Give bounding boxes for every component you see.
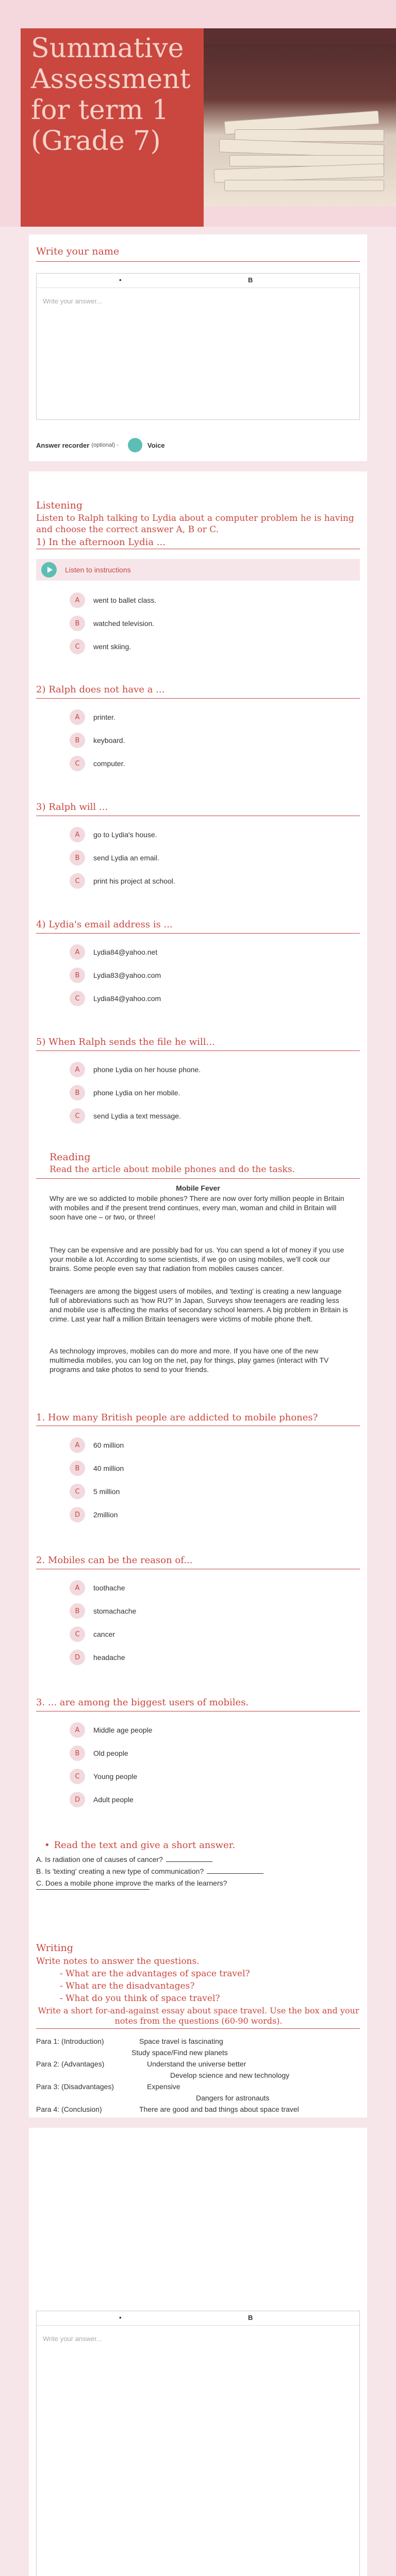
option-text: phone Lydia on her mobile. xyxy=(93,1089,180,1097)
reading-q1: 1. How many British people are addicted to mobile phones? xyxy=(36,1412,318,1423)
option[interactable] xyxy=(70,733,125,748)
writing-answer-card xyxy=(29,2128,367,2576)
option[interactable] xyxy=(70,968,161,983)
option-letter: C xyxy=(70,1108,85,1124)
short-question-text: A. Is radiation one of causes of cancer? xyxy=(36,1855,163,1863)
option-text: Young people xyxy=(93,1772,138,1781)
plan-text: Expensive xyxy=(147,2082,180,2091)
short-question-a xyxy=(36,1855,212,1864)
option-letter: A xyxy=(70,709,85,725)
writing-question: - What do you think of space travel? xyxy=(60,1993,220,2004)
option[interactable] xyxy=(70,1603,136,1619)
option-text: printer. xyxy=(93,713,116,721)
audio-player[interactable] xyxy=(36,559,360,581)
option-text: Middle age people xyxy=(93,1726,153,1734)
name-input[interactable]: Write your answer... xyxy=(43,297,102,305)
bold-tool[interactable]: B xyxy=(248,2314,253,2321)
option[interactable] xyxy=(70,1769,137,1784)
option[interactable] xyxy=(70,1580,125,1596)
plan-text: Develop science and new technology xyxy=(170,2071,290,2079)
article-paragraph: As technology improves, mobiles can do more and more. If you have one of the new multimedia mobiles, you can log on the net, pay for things, play games (interact with TV programs and take photos to send to your friends. xyxy=(50,1347,329,1374)
option-letter: C xyxy=(70,991,85,1006)
option[interactable] xyxy=(70,1626,115,1642)
option-letter: B xyxy=(70,1085,85,1100)
article-paragraph: Teenagers are among the biggest users of mobiles, and 'texting' is creating a new language full of abbreviations such as 'how RU?' In Japan, Surveys show teenagers are reading less and mobile use is affecting the marks of secondary school learners. A big problem in Britain is crime. Last year half a million Britain teenagers were victims of mobile phone theft. xyxy=(50,1287,348,1323)
option[interactable] xyxy=(70,709,116,725)
option-text: headache xyxy=(93,1653,125,1662)
option-letter: B xyxy=(70,968,85,983)
plan-text: Dangers for astronauts xyxy=(196,2094,270,2102)
option[interactable] xyxy=(70,827,157,842)
option[interactable] xyxy=(70,873,175,889)
option-letter: A xyxy=(70,1062,85,1077)
option-letter: C xyxy=(70,756,85,771)
plan-text: Understand the universe better xyxy=(147,2060,246,2068)
name-card xyxy=(29,234,367,461)
option-letter: C xyxy=(70,873,85,889)
option-letter: B xyxy=(70,616,85,631)
option-text: went to ballet class. xyxy=(93,596,157,604)
option-letter: D xyxy=(70,1650,85,1665)
voice-label[interactable]: Voice xyxy=(147,441,165,449)
listening-card xyxy=(29,471,367,1239)
option-letter: A xyxy=(70,827,85,842)
page-title: Summative Assessment for term 1 (Grade 7) xyxy=(31,33,191,157)
option-text: cancer xyxy=(93,1630,116,1638)
header-banner xyxy=(0,0,396,227)
plan-para-2b xyxy=(36,2071,289,2080)
name-label: Write your name xyxy=(36,246,360,262)
option-text: went skiing. xyxy=(93,642,131,651)
option-letter: A xyxy=(70,592,85,608)
header-dark-strip xyxy=(204,28,396,44)
reading-card xyxy=(29,1239,367,2117)
option-text: Lydia84@yahoo.net xyxy=(93,948,158,956)
option[interactable] xyxy=(70,1085,180,1100)
answer-recorder xyxy=(36,438,165,452)
option[interactable] xyxy=(70,756,125,771)
short-question-text: C. Does a mobile phone improve the marks of the learners? xyxy=(36,1879,227,1887)
option[interactable] xyxy=(70,639,131,654)
editor-toolbar xyxy=(37,274,359,288)
plan-text: There are good and bad things about space travel xyxy=(139,2105,299,2113)
writing-question: - What are the advantages of space travel? xyxy=(60,1969,250,1979)
plan-label: Para 4: (Conclusion) xyxy=(36,2105,102,2113)
article-paragraph: Why are we so addicted to mobile phones? There are now over forty million people in Britain with mobiles and if the present trend continues, every man, woman and child in Britain will soon have one – or two, or three! xyxy=(50,1194,344,1221)
option-text: computer. xyxy=(93,759,125,768)
option-letter: B xyxy=(70,1745,85,1761)
plan-label: Para 3: (Disadvantages) xyxy=(36,2082,114,2091)
option[interactable] xyxy=(70,616,154,631)
reading-instructions: Read the article about mobile phones and do the tasks. xyxy=(50,1164,295,1175)
answer-blank[interactable] xyxy=(207,1873,263,1874)
listening-instructions: Listen to Ralph talking to Lydia about a computer problem he is having and choose the correct answer A, B or C. xyxy=(36,513,354,535)
option-letter: A xyxy=(70,1437,85,1453)
option-letter: C xyxy=(70,639,85,654)
option-text: Lydia83@yahoo.com xyxy=(93,971,161,979)
voice-record-icon[interactable] xyxy=(128,438,142,452)
name-answer-box[interactable] xyxy=(36,273,360,420)
option-text: Adult people xyxy=(93,1795,134,1804)
listening-q2: 2) Ralph does not have a ... xyxy=(36,684,165,695)
option-text: 5 million xyxy=(93,1487,120,1496)
option-letter: B xyxy=(70,1603,85,1619)
essay-answer-box[interactable] xyxy=(36,2311,360,2576)
option[interactable] xyxy=(70,1461,124,1476)
listening-q5: 5) When Ralph sends the file he will... xyxy=(36,1037,215,1047)
short-question-text: B. Is 'texting' creating a new type of communication? xyxy=(36,1867,204,1875)
writing-question: - What are the disadvantages? xyxy=(60,1981,195,1991)
writing-instructions: Write notes to answer the questions. xyxy=(36,1956,200,1967)
article-title: Mobile Fever xyxy=(176,1184,220,1192)
writing-heading: Writing xyxy=(36,1942,73,1954)
option-letter: A xyxy=(70,1722,85,1738)
reading-heading: Reading xyxy=(50,1151,91,1163)
option-letter: A xyxy=(70,944,85,960)
play-icon[interactable] xyxy=(41,562,57,578)
plan-para-1b xyxy=(36,2048,228,2057)
recorder-optional: (optional) - xyxy=(91,442,119,448)
reading-q3: 3. ... are among the biggest users of mobiles. xyxy=(36,1697,249,1708)
option-text: send Lydia an email. xyxy=(93,854,159,862)
option-text: stomachache xyxy=(93,1607,137,1615)
option-letter: C xyxy=(70,1626,85,1642)
option-text: print his project at school. xyxy=(93,877,175,885)
option[interactable] xyxy=(70,1745,128,1761)
books-image xyxy=(204,28,396,206)
option[interactable] xyxy=(70,1507,118,1522)
option-text: Lydia84@yahoo.com xyxy=(93,994,161,1003)
plan-para-3b xyxy=(36,2093,269,2103)
option-letter: C xyxy=(70,1484,85,1499)
option-text: 60 million xyxy=(93,1441,124,1449)
option-letter: B xyxy=(70,850,85,866)
reading-q2: 2. Mobiles can be the reason of... xyxy=(36,1555,193,1566)
plan-text: Study space/Find new planets xyxy=(131,2048,228,2057)
article-paragraph: They can be expensive and are possibly bad for us. You can spend a lot of money if you use your mobile a lot. According to some scientists, if we go on using mobiles, we'll cook our brains. Some people even say that radiation from mobiles causes cancer. xyxy=(50,1246,344,1273)
plan-para-2 xyxy=(36,2059,246,2069)
plan-label: Para 2: (Advantages) xyxy=(36,2060,105,2068)
recorder-label: Answer recorder xyxy=(36,441,90,449)
option-text: keyboard. xyxy=(93,736,125,744)
answer-blank[interactable] xyxy=(36,1889,150,1890)
listening-q1: 1) In the afternoon Lydia ... xyxy=(36,537,166,548)
listening-heading: Listening xyxy=(36,500,83,511)
answer-blank[interactable] xyxy=(166,1861,212,1862)
option-text: go to Lydia's house. xyxy=(93,831,157,839)
option-letter: B xyxy=(70,733,85,748)
option-letter: A xyxy=(70,1580,85,1596)
option[interactable] xyxy=(70,1062,201,1077)
option[interactable] xyxy=(70,592,156,608)
listening-q4: 4) Lydia's email address is ... xyxy=(36,919,173,930)
option[interactable] xyxy=(70,1650,125,1665)
option[interactable] xyxy=(70,991,161,1006)
option-letter: C xyxy=(70,1769,85,1784)
plan-para-3 xyxy=(36,2082,180,2091)
option-text: 2million xyxy=(93,1511,118,1519)
editor-toolbar xyxy=(37,2311,359,2326)
bold-tool[interactable]: B xyxy=(248,276,253,284)
option-letter: D xyxy=(70,1507,85,1522)
option-text: Old people xyxy=(93,1749,128,1757)
short-answer-heading-text: Read the text and give a short answer. xyxy=(54,1840,236,1851)
short-answer-heading: • Read the text and give a short answer. xyxy=(44,1840,236,1851)
plan-para-1 xyxy=(36,2037,223,2046)
plan-para-4 xyxy=(36,2105,299,2114)
play-button-label: Listen to instructions xyxy=(65,566,131,574)
short-question-b xyxy=(36,1867,263,1876)
option-text: toothache xyxy=(93,1584,125,1592)
short-question-c xyxy=(36,1878,227,1888)
essay-input[interactable]: Write your answer... xyxy=(43,2335,102,2343)
option[interactable] xyxy=(70,1792,134,1807)
option-letter: B xyxy=(70,1461,85,1476)
option[interactable] xyxy=(70,850,159,866)
bullet-tool[interactable]: • xyxy=(119,276,122,284)
option[interactable] xyxy=(70,944,157,960)
plan-text: Space travel is fascinating xyxy=(139,2037,223,2045)
option-text: send Lydia a text message. xyxy=(93,1112,181,1120)
option[interactable] xyxy=(70,1722,152,1738)
bullet-tool[interactable]: • xyxy=(119,2314,122,2321)
plan-label: Para 1: (Introduction) xyxy=(36,2037,104,2045)
listening-q3: 3) Ralph will ... xyxy=(36,802,108,812)
option[interactable] xyxy=(70,1108,181,1124)
essay-prompt: Write a short for-and-against essay about space travel. Use the box and your notes from the questions (60-90 words). xyxy=(38,2006,359,2026)
option[interactable] xyxy=(70,1437,124,1453)
option-text: phone Lydia on her house phone. xyxy=(93,1065,201,1074)
option[interactable] xyxy=(70,1484,120,1499)
option-text: 40 million xyxy=(93,1464,124,1472)
option-text: watched television. xyxy=(93,619,155,628)
option-letter: D xyxy=(70,1792,85,1807)
